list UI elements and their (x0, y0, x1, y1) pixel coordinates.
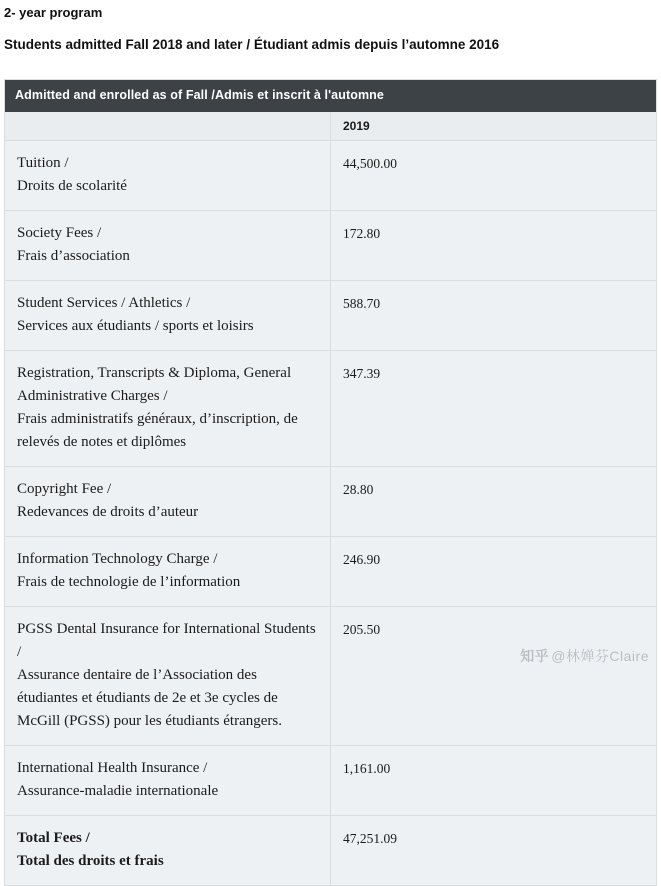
fee-label-en: Copyright Fee / (17, 481, 112, 497)
fee-value: 28.80 (331, 467, 657, 537)
table-banner-row (5, 80, 656, 112)
fee-value: 246.90 (331, 537, 657, 607)
total-label (5, 816, 331, 886)
table-row (5, 351, 656, 467)
page-title: 2- year program (4, 5, 103, 20)
fee-label-en: Student Services / Athletics / (17, 295, 191, 311)
fee-value: 172.80 (331, 211, 657, 281)
watermark-logo: 知乎 (520, 648, 550, 664)
column-header-blank (5, 112, 331, 141)
fee-label-fr: Droits de scolarité (17, 178, 127, 194)
fee-value: 1,161.00 (331, 746, 657, 816)
fee-label (5, 141, 331, 211)
fee-label-fr: Assurance-maladie internationale (17, 783, 219, 799)
total-label-en: Total Fees / (17, 830, 90, 846)
total-value: 47,251.09 (331, 816, 657, 886)
fee-value: 205.50 (331, 607, 657, 746)
fee-label (5, 351, 331, 467)
table-row (5, 607, 656, 746)
fee-label-fr: Services aux étudiants / sports et loisirs (17, 318, 254, 334)
fee-label-fr: Frais d’association (17, 248, 130, 264)
fee-label-en: PGSS Dental Insurance for International Students / (17, 621, 316, 660)
fee-table-container (4, 79, 657, 886)
table-row (5, 746, 656, 816)
fee-label (5, 467, 331, 537)
fee-label-en: International Health Insurance / (17, 760, 208, 776)
total-label-fr: Total des droits et frais (17, 853, 164, 869)
watermark-text: @林婵芬Claire (551, 648, 649, 664)
watermark (520, 646, 649, 666)
fee-label (5, 211, 331, 281)
fee-label-en: Registration, Transcripts & Diploma, General Administrative Charges / (17, 365, 292, 404)
fee-label (5, 537, 331, 607)
table-row (5, 537, 656, 607)
table-row (5, 211, 656, 281)
fee-label (5, 607, 331, 746)
fee-label (5, 746, 331, 816)
fee-value: 347.39 (331, 351, 657, 467)
table-banner-label: Admitted and enrolled as of Fall /Admis et inscrit à l'automne (5, 80, 656, 112)
fee-table (5, 80, 656, 886)
fee-label-fr: Redevances de droits d’auteur (17, 504, 199, 520)
column-header-year: 2019 (331, 112, 657, 141)
table-row (5, 467, 656, 537)
fee-label-fr: Assurance dentaire de l’Association des étudiantes et étudiants de 2e et 3e cycles de McGill (PGSS) pour les étudiants étrangers. (17, 667, 282, 729)
fee-label-en: Society Fees / (17, 225, 102, 241)
page-subtitle: Students admitted Fall 2018 and later / Étudiant admis depuis l’automne 2016 (4, 37, 500, 52)
fee-label (5, 281, 331, 351)
fee-label-en: Information Technology Charge / (17, 551, 218, 567)
table-column-header-row (5, 112, 656, 141)
fee-label-en: Tuition / (17, 155, 69, 171)
table-total-row (5, 816, 656, 886)
fee-value: 44,500.00 (331, 141, 657, 211)
fee-label-fr: Frais de technologie de l’information (17, 574, 241, 590)
fee-label-fr: Frais administratifs généraux, d’inscription, de relevés de notes et diplômes (17, 411, 298, 450)
table-row (5, 281, 656, 351)
fee-value: 588.70 (331, 281, 657, 351)
table-row (5, 141, 656, 211)
